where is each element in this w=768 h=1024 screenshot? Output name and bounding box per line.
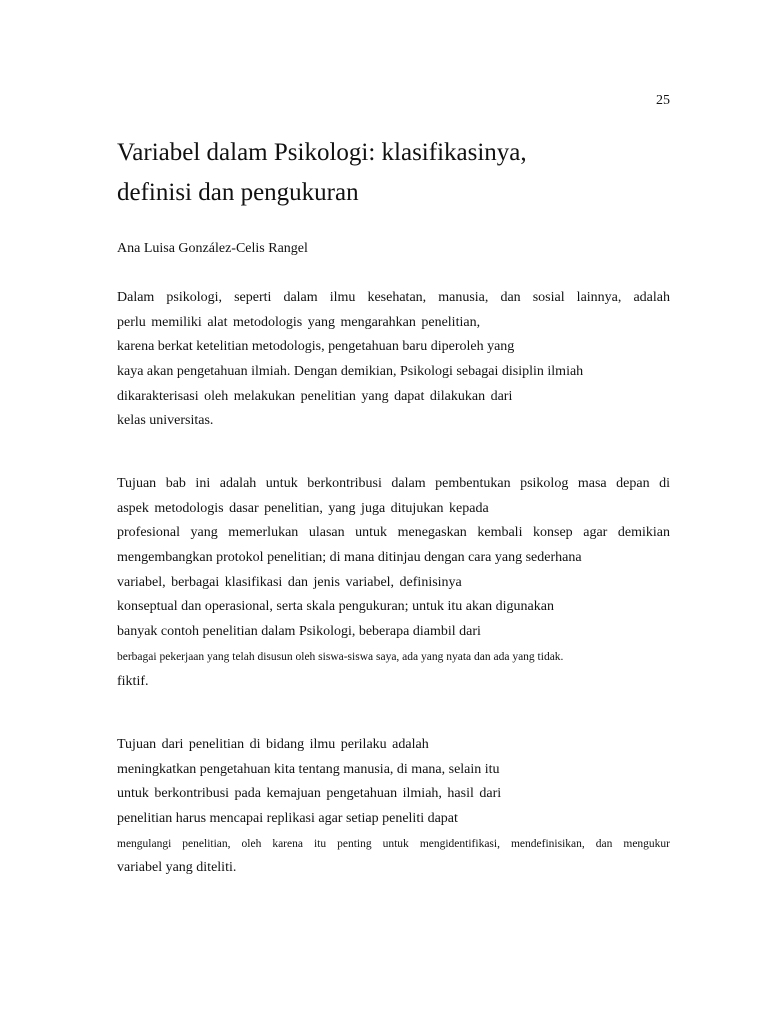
paragraph-line: mengulangi penelitian, oleh karena itu penting untuk mengidentifikasi, mendefinisikan, dan mengukur (117, 837, 670, 850)
paragraph-line: kelas universitas. (117, 413, 214, 429)
paragraph-line: variabel yang diteliti. (117, 860, 237, 876)
paragraph-line: banyak contoh penelitian dalam Psikologi, beberapa diambil dari (117, 624, 481, 640)
paragraph-line: aspek metodologis dasar penelitian, yang juga ditujukan kepada (117, 500, 489, 516)
paragraph-line: berbagai pekerjaan yang telah disusun oleh siswa-siswa saya, ada yang nyata dan ada yang tidak. (117, 650, 564, 663)
paragraph-line: dikarakterisasi oleh melakukan penelitian yang dapat dilakukan dari (117, 388, 513, 404)
author-name: Ana Luisa González-Celis Rangel (117, 241, 308, 256)
paragraph-line: fiktif. (117, 673, 149, 689)
page-number: 25 (656, 93, 670, 108)
paragraph-line: Dalam psikologi, seperti dalam ilmu kesehatan, manusia, dan sosial lainnya, adalah (117, 290, 670, 305)
paragraph-line: meningkatkan pengetahuan kita tentang manusia, di mana, selain itu (117, 761, 500, 777)
chapter-title (117, 133, 527, 213)
title-line: definisi dan pengukuran (117, 179, 359, 206)
paragraph-line: Tujuan bab ini adalah untuk berkontribusi dalam pembentukan psikolog masa depan di (117, 476, 670, 491)
paragraph-line: perlu memiliki alat metodologis yang mengarahkan penelitian, (117, 314, 481, 330)
paragraph-line: mengembangkan protokol penelitian; di mana ditinjau dengan cara yang sederhana (117, 550, 582, 566)
paragraph-line: Tujuan dari penelitian di bidang ilmu perilaku adalah (117, 737, 429, 752)
paragraph-line: kaya akan pengetahuan ilmiah. Dengan demikian, Psikologi sebagai disiplin ilmiah (117, 364, 584, 380)
paragraph-1 (117, 286, 670, 434)
paragraph-line: konseptual dan operasional, serta skala pengukuran; untuk itu akan digunakan (117, 599, 554, 615)
paragraph-3 (117, 733, 670, 881)
title-line: Variabel dalam Psikologi: klasifikasinya, (117, 139, 527, 166)
paragraph-line: karena berkat ketelitian metodologis, pengetahuan baru diperoleh yang (117, 339, 515, 355)
paragraph-line: untuk berkontribusi pada kemajuan pengetahuan ilmiah, hasil dari (117, 786, 502, 802)
paragraph-line: profesional yang memerlukan ulasan untuk menegaskan kembali konsep agar demikian (117, 525, 670, 541)
paragraph-2 (117, 472, 670, 694)
paragraph-line: penelitian harus mencapai replikasi agar setiap peneliti dapat (117, 811, 458, 827)
paragraph-line: variabel, berbagai klasifikasi dan jenis variabel, definisinya (117, 574, 462, 590)
